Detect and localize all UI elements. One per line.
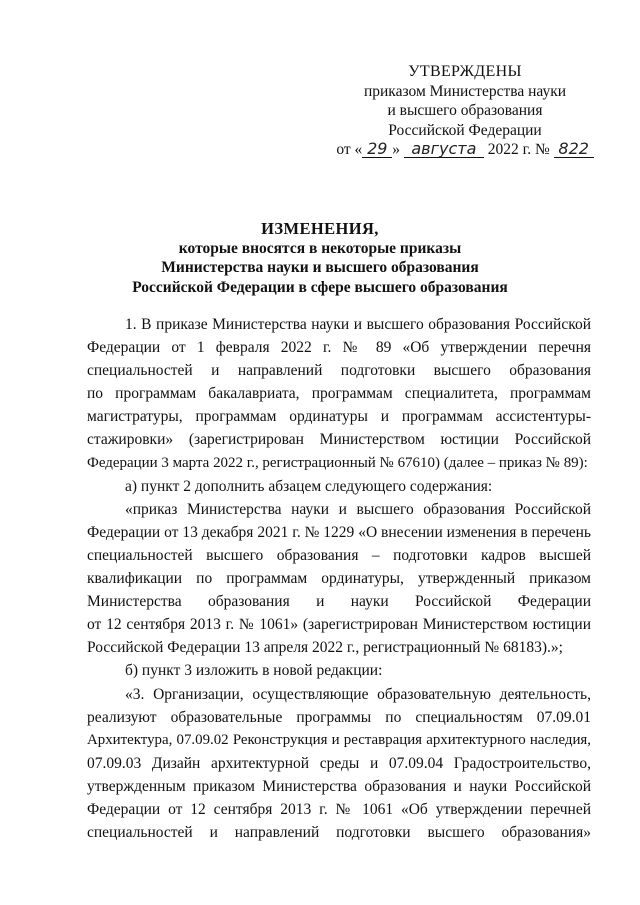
body-line: б) пункт 3 изложить в новой редакции: <box>125 662 383 680</box>
body-line: от 12 сентября 2013 г. № 1061» (зарегистрирован Министерством юстиции <box>87 616 591 634</box>
body-line: Федерации 3 марта 2022 г., регистрационный № 67610) (далее – приказ № 89): <box>87 454 588 471</box>
approval-date-line <box>320 140 610 160</box>
body-line: «приказ Министерства науки и высшего образования Российской <box>125 500 591 518</box>
body-line: магистратуры, программам ординатуры и программам ассистентуры- <box>87 408 591 426</box>
body-line: утвержденным приказом Министерства образования и науки Российской <box>87 777 591 795</box>
date-mid: » <box>392 141 404 158</box>
approval-line-3: Российской Федерации <box>388 121 542 139</box>
date-prefix: от « <box>336 141 363 158</box>
body-line: квалификации по программам ординатуры, утвержденный приказом <box>87 570 591 588</box>
body-line: стажировки» (зарегистрирован Министерством юстиции Российской <box>87 431 591 449</box>
body-line: 1. В приказе Министерства науки и высшего образования Российской <box>125 316 591 333</box>
title-line-2: Министерства науки и высшего образования <box>161 259 479 276</box>
body-line: специальностей и направлений подготовки высшего образования <box>87 362 591 380</box>
date-suffix: 2022 г. № <box>483 141 550 158</box>
body-line: реализуют образовательные программы по специальностям 07.09.01 <box>87 708 591 726</box>
body-line: Федерации от 13 декабря 2021 г. № 1229 «О внесении изменения в перечень <box>87 523 591 541</box>
title-line-3: Российской Федерации в сфере высшего образования <box>132 278 508 296</box>
body-line: Архитектура, 07.09.02 Реконструкция и реставрация архитектурного наследия, <box>87 731 591 748</box>
body-line: «3. Организации, осуществляющие образовательную деятельность, <box>125 685 591 703</box>
title-line-1: которые вносятся в некоторые приказы <box>178 239 462 257</box>
handwritten-month: августа <box>404 140 484 158</box>
body-line: 07.09.03 Дизайн архитектурной среды и 07.09.04 Градостроительство, <box>87 754 591 772</box>
body-line: специальностей высшего образования – подготовки кадров высшей <box>87 546 591 564</box>
body-line: Федерации от 12 сентября 2013 г. № 1061 «Об утверждении перечней <box>87 800 591 818</box>
body-line: Российской Федерации 13 апреля 2022 г., регистрационный № 68183).»; <box>87 639 563 657</box>
handwritten-order-number: 822 <box>554 140 594 158</box>
body-line: Министерства образования и науки Российской Федерации <box>87 593 591 611</box>
body-line: Федерации от 1 февраля 2022 г. № 89 «Об утверждении перечня <box>87 339 591 357</box>
handwritten-day: 29 <box>362 140 392 158</box>
body-line: специальностей и направлений подготовки высшего образования» <box>87 824 591 842</box>
document-title <box>60 219 580 297</box>
approval-block <box>320 62 610 160</box>
approval-heading: УТВЕРЖДЕНЫ <box>408 63 522 80</box>
body-line: а) пункт 2 дополнить абзацем следующего содержания: <box>125 477 493 495</box>
body-line: по программам бакалавриата, программам специалитета, программам <box>87 385 591 403</box>
approval-line-2: и высшего образования <box>387 102 543 119</box>
title-main: ИЗМЕНЕНИЯ, <box>261 219 379 238</box>
approval-line-1: приказом Министерства науки <box>363 82 567 100</box>
document-body <box>87 313 591 844</box>
